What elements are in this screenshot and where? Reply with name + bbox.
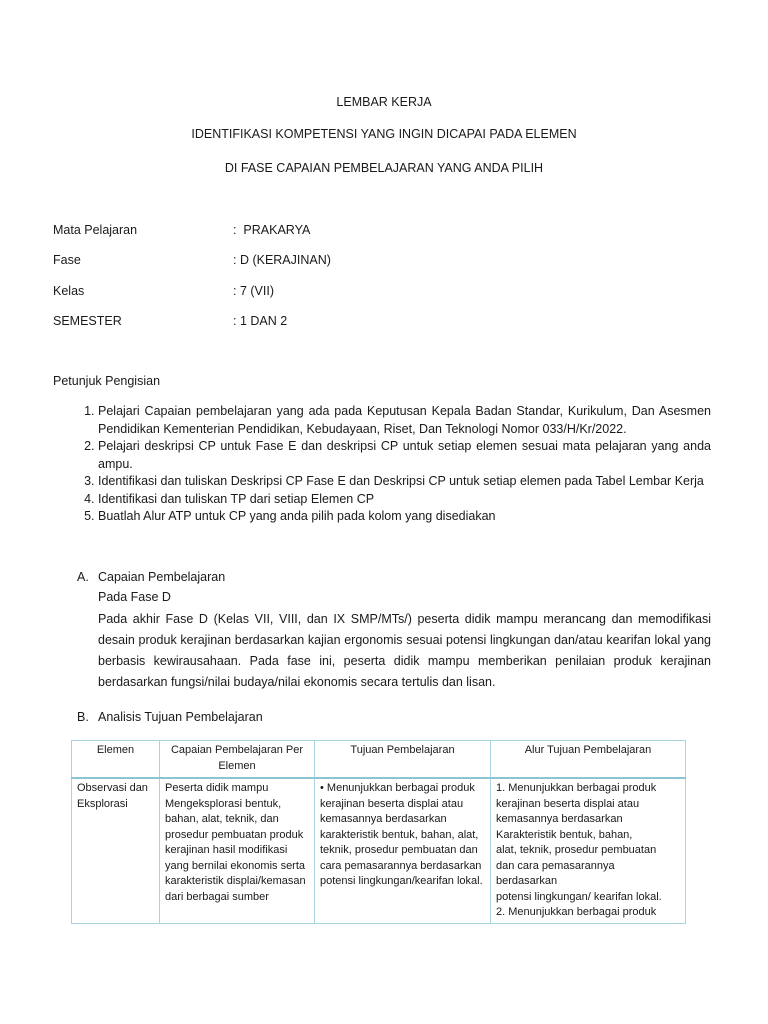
table-row bbox=[72, 778, 686, 924]
cell-elemen: Observasi dan Eksplorasi bbox=[72, 778, 160, 924]
document-subtitle-1: IDENTIFIKASI KOMPETENSI YANG INGIN DICAPAI PADA ELEMEN bbox=[191, 127, 577, 141]
instruction-item: 3. Identifikasi dan tuliskan Deskripsi CP Fase E dan Deskripsi CP untuk setiap elemen pada Tabel Lembar Kerja bbox=[98, 473, 711, 491]
cell-capaian: Peserta didik mampu Mengeksplorasi bentuk, bahan, alat, teknik, dan prosedur pembuatan produk kerajinan hasil modifikasi yang bernilai ekonomis serta karakteristik displai/kemasan dari berbagai sumber bbox=[160, 778, 315, 924]
document-title: LEMBAR KERJA bbox=[336, 95, 432, 109]
header-alur: Alur Tujuan Pembelajaran bbox=[491, 741, 686, 779]
info-value: : PRAKARYA bbox=[233, 223, 311, 237]
analysis-table bbox=[71, 740, 686, 924]
info-value: : 1 DAN 2 bbox=[233, 314, 288, 328]
petunjuk-title: Petunjuk Pengisian bbox=[53, 374, 161, 388]
header-elemen: Elemen bbox=[72, 741, 160, 779]
instruction-item: 5. Buatlah Alur ATP untuk CP yang anda pilih pada kolom yang disediakan bbox=[98, 508, 711, 526]
section-a-title: Capaian Pembelajaran bbox=[98, 570, 226, 584]
info-value: : 7 (VII) bbox=[233, 284, 274, 298]
info-label: SEMESTER bbox=[53, 314, 122, 328]
info-label: Kelas bbox=[53, 284, 85, 298]
info-label: Mata Pelajaran bbox=[53, 223, 138, 237]
instruction-list bbox=[53, 403, 711, 526]
capaian-paragraph: Pada akhir Fase D (Kelas VII, VIII, dan IX SMP/MTs/) peserta didik mampu merancang dan memodifikasi desain produk kerajinan berdasarkan kajian ergonomis sesuai potensi lingkungan dan/atau kearifan lokal yang berbasis kewirausahaan. Pada fase ini, peserta didik mampu memberikan penilaian produk kerajinan berdasarkan fungsi/nilai budaya/nilai ekonomis secara tertulis dan lisan. bbox=[98, 612, 711, 689]
table-header-row bbox=[72, 741, 686, 779]
info-row-mata-pelajaran bbox=[53, 223, 713, 241]
document-subtitle-2: DI FASE CAPAIAN PEMBELAJARAN YANG ANDA PILIH bbox=[224, 161, 544, 175]
header-capaian: Capaian Pembelajaran Per Elemen bbox=[160, 741, 315, 779]
instruction-item: 4. Identifikasi dan tuliskan TP dari setiap Elemen CP bbox=[98, 491, 711, 509]
section-b-title: Analisis Tujuan Pembelajaran bbox=[98, 710, 263, 724]
cell-tujuan: • Menunjukkan berbagai produk kerajinan beserta displai atau kemasannya berdasarkan karakteristik bentuk, bahan, alat, teknik, prosedur pembuatan dan cara pemasarannya berdasarkan potensi lingkungan/kearifan lokal. bbox=[315, 778, 491, 924]
info-row-kelas bbox=[53, 284, 713, 302]
info-value: : D (KERAJINAN) bbox=[233, 253, 331, 267]
section-b-letter: B. bbox=[77, 710, 89, 724]
info-label: Fase bbox=[53, 253, 81, 267]
section-a-letter: A. bbox=[77, 570, 89, 584]
info-row-fase bbox=[53, 253, 713, 271]
header-tujuan: Tujuan Pembelajaran bbox=[315, 741, 491, 779]
cell-alur: 1. Menunjukkan berbagai produk kerajinan beserta displai atau kemasannya berdasarkan Karakteristik bentuk, bahan, alat, teknik, prosedur pembuatan dan cara pemasarannya berdasarkan potensi lingkungan/ kearifan lokal. 2. Menunjukkan berbagai produk bbox=[491, 778, 686, 924]
instruction-item: 2. Pelajari deskripsi CP untuk Fase E dan deskripsi CP untuk setiap elemen sesuai mata pelajaran yang anda ampu. bbox=[98, 438, 711, 473]
instruction-item: 1. Pelajari Capaian pembelajaran yang ada pada Keputusan Kepala Badan Standar, Kurikulum, Dan Asesmen Pendidikan Kementerian Pendidikan, Kebudayaan, Riset, Dan Teknologi Nomor 033/H/Kr/2022. bbox=[98, 403, 711, 438]
info-row-semester bbox=[53, 314, 713, 332]
fase-label: Pada Fase D bbox=[98, 590, 171, 604]
